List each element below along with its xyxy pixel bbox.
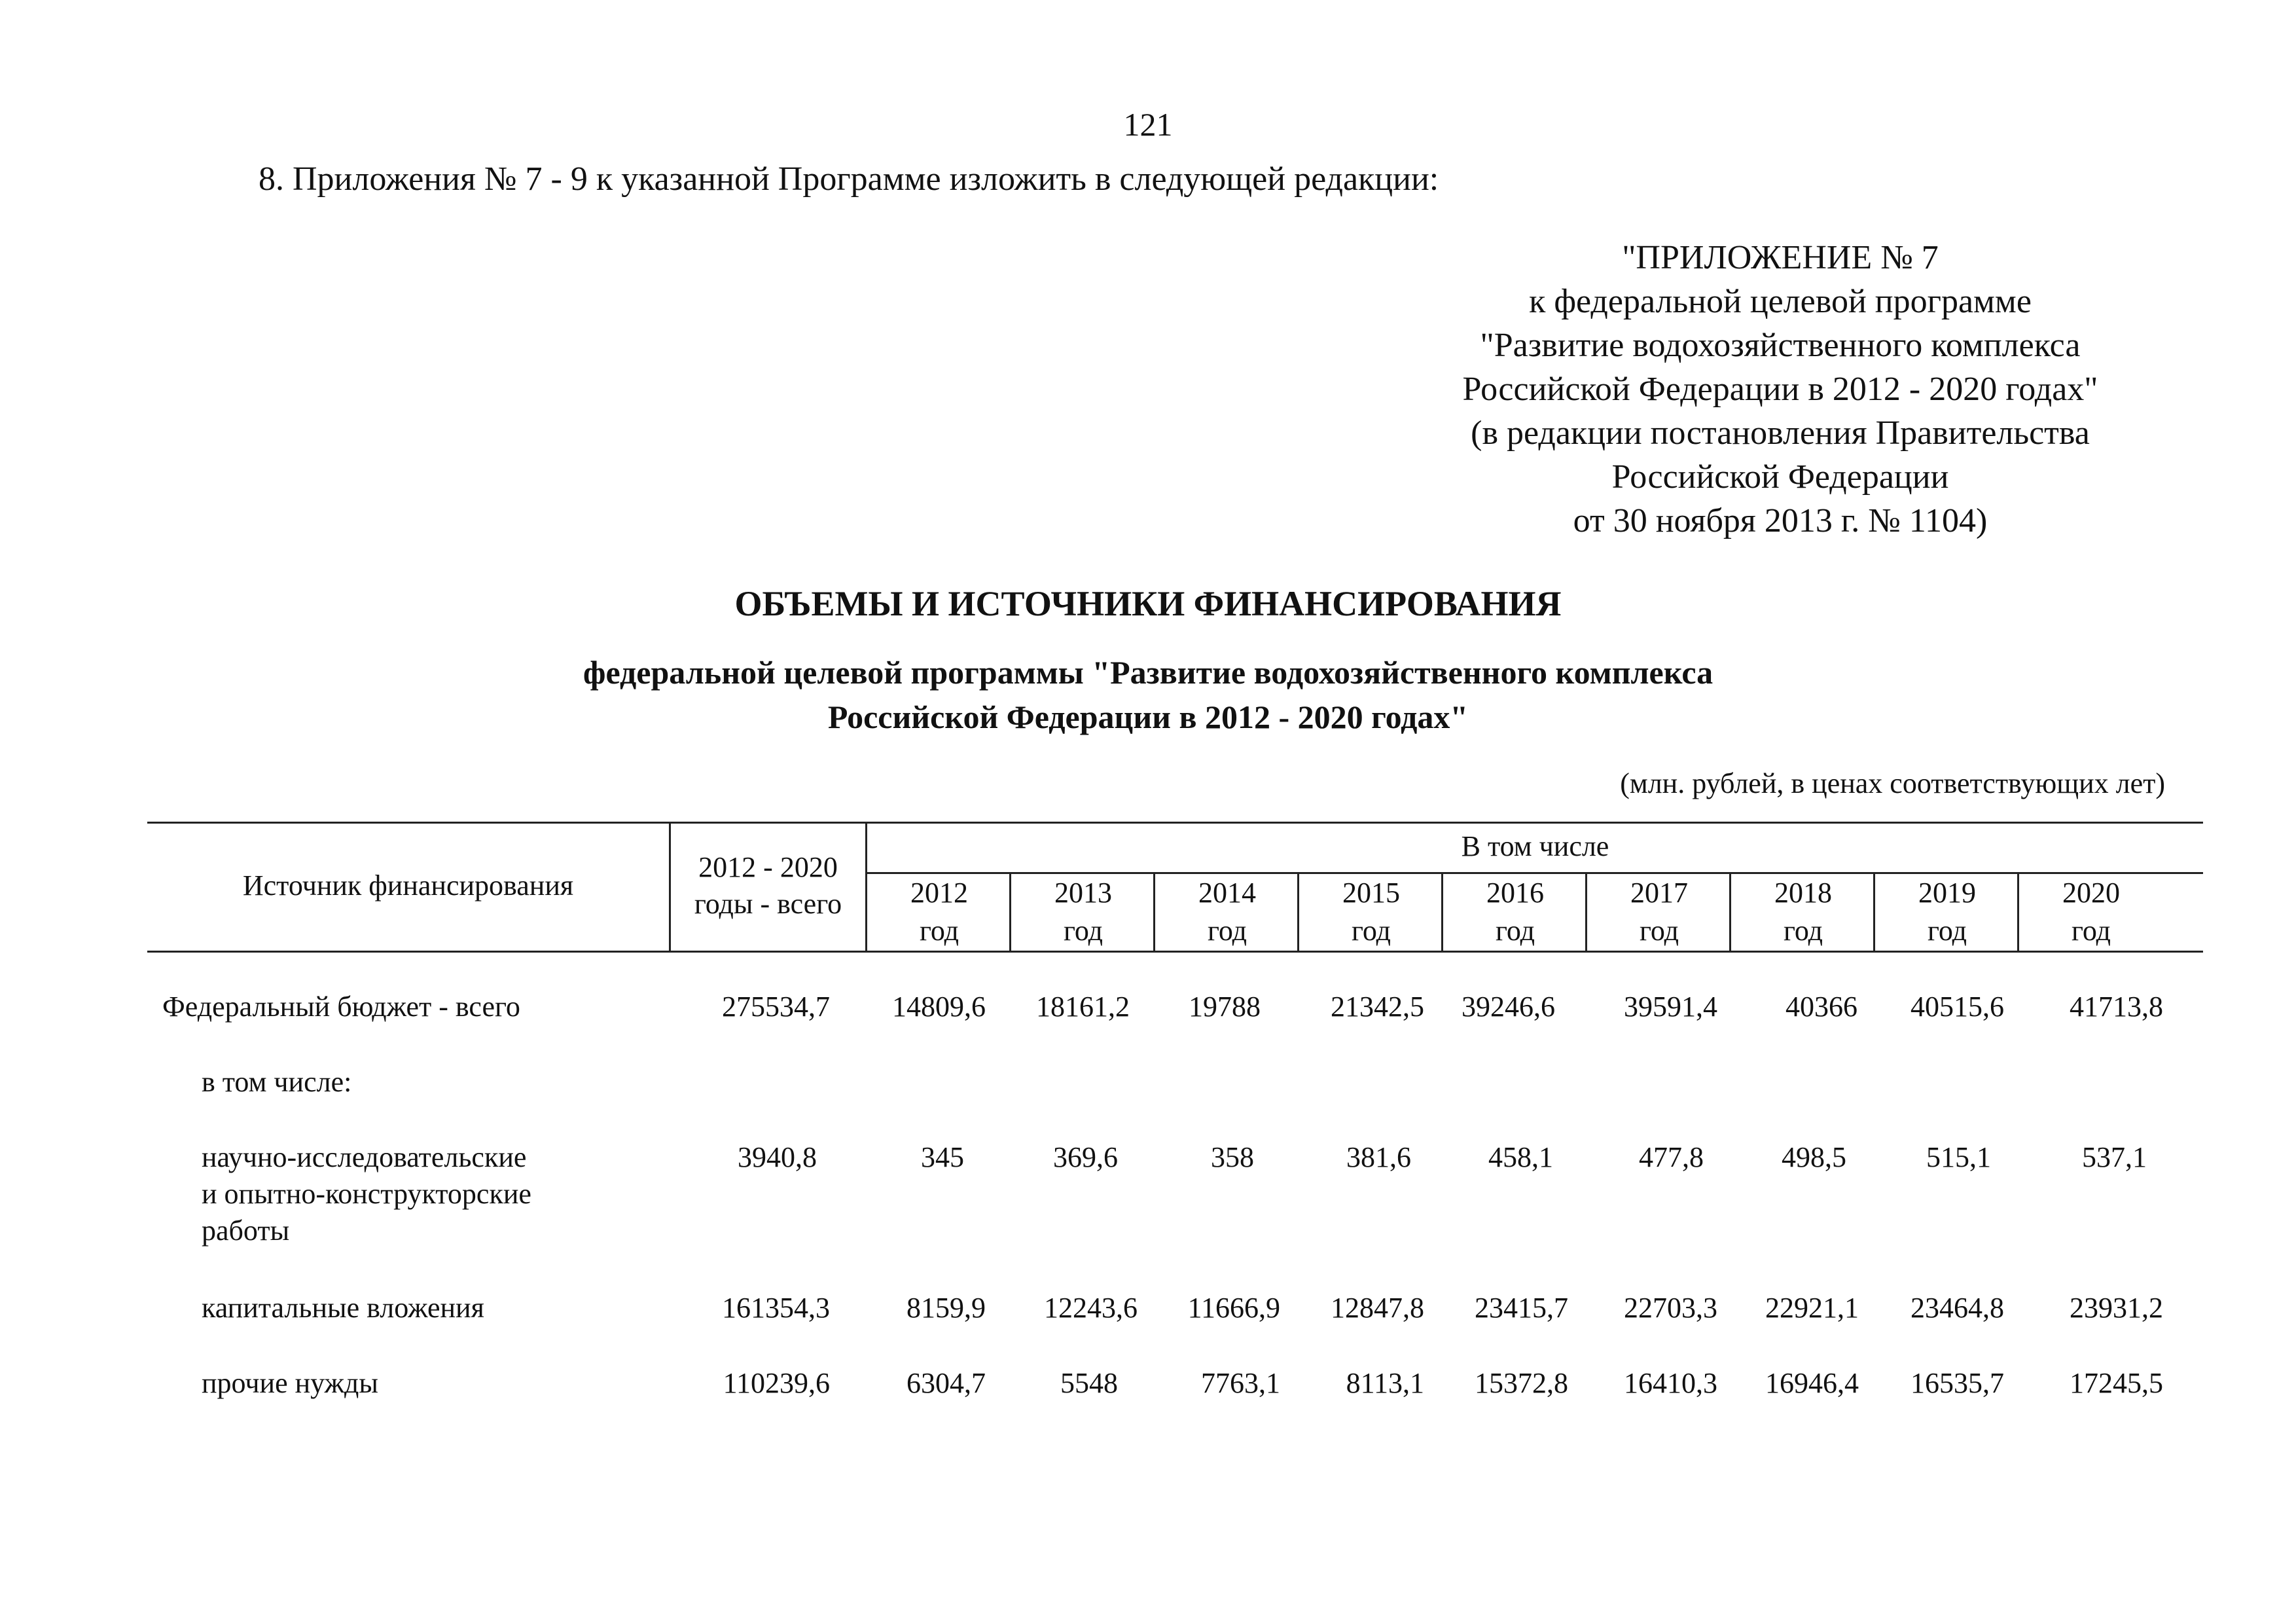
cell-value: 16410,3 bbox=[1624, 1367, 1717, 1399]
cell-value: 15372,8 bbox=[1475, 1367, 1568, 1399]
header-year bbox=[1155, 874, 1299, 950]
row-label bbox=[202, 1139, 531, 1249]
intro-paragraph: 8. Приложения № 7 - 9 к указанной Программе изложить в следующей редакции: bbox=[259, 160, 1439, 198]
cell-value: 23931,2 bbox=[2070, 1292, 2163, 1324]
header-year bbox=[1875, 874, 2019, 950]
cell-value: 537,1 bbox=[2082, 1141, 2147, 1173]
document-subtitle bbox=[0, 650, 2296, 739]
appendix-line: "ПРИЛОЖЕНИЕ № 7 bbox=[1622, 239, 1939, 276]
cell-value: 40366 bbox=[1785, 991, 1857, 1023]
table-top-rule bbox=[147, 822, 2203, 824]
year-label: 2013 bbox=[1054, 877, 1112, 909]
cell-value: 7763,1 bbox=[1201, 1367, 1280, 1399]
cell-value: 8159,9 bbox=[906, 1292, 986, 1324]
appendix-reference bbox=[1322, 236, 2238, 543]
header-group: В том числе bbox=[1461, 830, 1609, 862]
header-total-line: 2012 - 2020 bbox=[698, 851, 838, 883]
cell-value: 515,1 bbox=[1926, 1141, 1991, 1173]
year-label: 2017 bbox=[1630, 877, 1688, 909]
cell-value: 477,8 bbox=[1639, 1141, 1704, 1173]
cell-value: 498,5 bbox=[1782, 1141, 1846, 1173]
cell-value: 5548 bbox=[1060, 1367, 1118, 1399]
appendix-line: от 30 ноября 2013 г. № 1104) bbox=[1573, 502, 1988, 539]
row-label-line: работы bbox=[202, 1214, 290, 1247]
cell-value: 12847,8 bbox=[1331, 1292, 1424, 1324]
appendix-line: Российской Федерации в 2012 - 2020 годах" bbox=[1462, 371, 2098, 408]
appendix-line: к федеральной целевой программе bbox=[1529, 283, 2032, 320]
header-total bbox=[671, 849, 865, 922]
header-total-line: годы - всего bbox=[694, 888, 842, 920]
cell-total: 110239,6 bbox=[723, 1367, 830, 1399]
year-label: 2014 bbox=[1198, 877, 1256, 909]
cell-value: 22921,1 bbox=[1765, 1292, 1859, 1324]
cell-value: 6304,7 bbox=[906, 1367, 986, 1399]
cell-value: 16946,4 bbox=[1765, 1367, 1859, 1399]
cell-total: 3940,8 bbox=[738, 1141, 817, 1173]
year-unit: год bbox=[1927, 915, 1967, 947]
document-title: ОБЪЕМЫ И ИСТОЧНИКИ ФИНАНСИРОВАНИЯ bbox=[734, 584, 1562, 623]
year-unit: год bbox=[1639, 915, 1679, 947]
table-header-bottom-rule bbox=[147, 951, 2203, 953]
row-label: Федеральный бюджет - всего bbox=[162, 991, 520, 1023]
cell-value: 21342,5 bbox=[1331, 991, 1424, 1023]
cell-value: 41713,8 bbox=[2070, 991, 2163, 1023]
year-unit: год bbox=[1207, 915, 1247, 947]
header-source: Источник финансирования bbox=[242, 869, 574, 902]
cell-value: 12243,6 bbox=[1044, 1292, 1138, 1324]
cell-value: 8113,1 bbox=[1346, 1367, 1424, 1399]
cell-value: 23464,8 bbox=[1910, 1292, 2004, 1324]
subtitle-line: Российской Федерации в 2012 - 2020 годах" bbox=[827, 699, 1469, 735]
header-year bbox=[1443, 874, 1587, 950]
cell-value: 345 bbox=[921, 1141, 964, 1173]
appendix-line: "Развитие водохозяйственного комплекса bbox=[1480, 327, 2081, 364]
year-unit: год bbox=[919, 915, 960, 947]
cell-value: 358 bbox=[1211, 1141, 1254, 1173]
header-year bbox=[1299, 874, 1443, 950]
year-label: 2016 bbox=[1486, 877, 1544, 909]
year-unit: год bbox=[1351, 915, 1391, 947]
header-year bbox=[2019, 874, 2163, 950]
cell-value: 39591,4 bbox=[1624, 991, 1717, 1023]
cell-value: 23415,7 bbox=[1475, 1292, 1568, 1324]
year-label: 2012 bbox=[910, 877, 968, 909]
subtitle-line: федеральной целевой программы "Развитие водохозяйственного комплекса bbox=[583, 654, 1713, 691]
row-label-line: научно-исследовательские bbox=[202, 1141, 527, 1173]
cell-value: 22703,3 bbox=[1624, 1292, 1717, 1324]
header-year bbox=[867, 874, 1011, 950]
year-unit: год bbox=[1063, 915, 1103, 947]
appendix-line: (в редакции постановления Правительства bbox=[1471, 414, 2090, 452]
cell-value: 458,1 bbox=[1488, 1141, 1553, 1173]
row-label: прочие нужды bbox=[202, 1367, 378, 1399]
row-label-line: и опытно-конструкторские bbox=[202, 1178, 531, 1210]
cell-value: 39246,6 bbox=[1462, 991, 1555, 1023]
cell-value: 19788 bbox=[1189, 991, 1261, 1023]
year-unit: год bbox=[2071, 915, 2111, 947]
cell-value: 16535,7 bbox=[1910, 1367, 2004, 1399]
units-note: (млн. рублей, в ценах соответствующих лет) bbox=[1620, 767, 2165, 799]
year-label: 2018 bbox=[1774, 877, 1832, 909]
year-label: 2019 bbox=[1918, 877, 1976, 909]
cell-value: 381,6 bbox=[1346, 1141, 1411, 1173]
cell-value: 17245,5 bbox=[2070, 1367, 2163, 1399]
cell-total: 161354,3 bbox=[722, 1292, 830, 1324]
year-unit: год bbox=[1495, 915, 1535, 947]
year-label: 2015 bbox=[1342, 877, 1400, 909]
page-number: 121 bbox=[1123, 106, 1173, 143]
year-label: 2020 bbox=[2062, 877, 2120, 909]
appendix-line: Российской Федерации bbox=[1611, 458, 1949, 496]
header-year bbox=[1731, 874, 1875, 950]
row-label: капитальные вложения bbox=[202, 1292, 484, 1324]
year-unit: год bbox=[1783, 915, 1823, 947]
cell-value: 14809,6 bbox=[892, 991, 986, 1023]
row-label: в том числе: bbox=[202, 1066, 352, 1098]
cell-value: 18161,2 bbox=[1036, 991, 1130, 1023]
cell-value: 369,6 bbox=[1053, 1141, 1118, 1173]
cell-value: 40515,6 bbox=[1910, 991, 2004, 1023]
cell-total: 275534,7 bbox=[722, 991, 830, 1023]
header-year bbox=[1011, 874, 1155, 950]
cell-value: 11666,9 bbox=[1187, 1292, 1280, 1324]
header-year bbox=[1587, 874, 1731, 950]
